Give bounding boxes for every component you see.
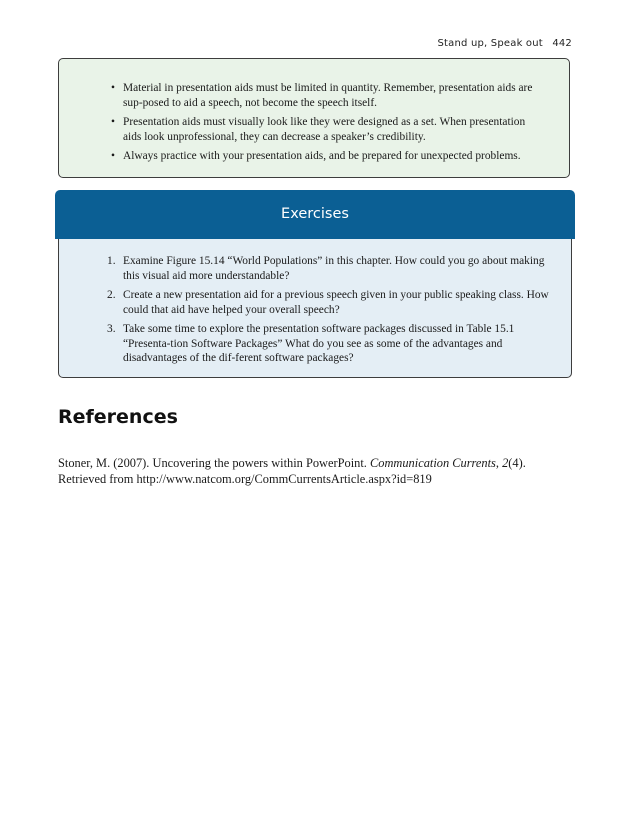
key-takeaways-box — [58, 58, 570, 178]
bullet-icon: • — [111, 82, 115, 94]
exercise-text: Take some time to explore the presentation software packages discussed in Table 15.1 “Presenta-tion Software Packages” What do you see as some of the advantages and disadvantages of the dif-ferent software packages? — [123, 323, 515, 364]
exercise-text: Examine Figure 15.14 “World Populations” in this chapter. How could you go about making this visual aid more understandable? — [123, 255, 545, 282]
takeaway-item — [111, 149, 545, 164]
reference-url-link[interactable]: http://www.natcom.org/CommCurrentsArticle.aspx?id=819 — [136, 472, 432, 486]
reference-separator: , — [495, 456, 503, 470]
takeaway-item — [111, 115, 545, 144]
exercise-item — [107, 322, 559, 366]
reference-issue: (4). Retrieved from — [58, 456, 526, 486]
reference-volume: 2 — [502, 456, 509, 470]
running-title: Stand up, Speak out — [437, 38, 543, 49]
page-number: 442 — [552, 38, 572, 49]
bullet-icon: • — [111, 116, 115, 128]
running-header — [437, 38, 572, 49]
exercise-number: 3. — [107, 323, 116, 335]
reference-journal: Communication Currents — [370, 456, 496, 470]
exercises-title: Exercises — [55, 190, 575, 239]
exercise-item — [107, 254, 559, 283]
references-heading: References — [58, 406, 178, 428]
takeaway-text: Presentation aids must visually look like they were designed as a set. When presentation aids look unprofessional, they can decrease a speaker’s credibility. — [123, 116, 526, 143]
exercises-body — [58, 239, 572, 378]
reference-prefix: Stoner, M. (2007). Uncovering the powers within PowerPoint. — [58, 456, 370, 470]
reference-entry — [58, 455, 574, 487]
exercise-number: 1. — [107, 255, 116, 267]
exercise-item — [107, 288, 559, 317]
takeaway-text: Material in presentation aids must be limited in quantity. Remember, presentation aids are sup-posed to aid a speech, not become the speech itself. — [123, 82, 533, 109]
takeaway-text: Always practice with your presentation aids, and be prepared for unexpected problems. — [123, 150, 521, 162]
exercises-box — [55, 190, 575, 378]
exercise-number: 2. — [107, 289, 116, 301]
takeaway-item — [111, 81, 545, 110]
takeaway-list — [59, 59, 569, 164]
bullet-icon: • — [111, 150, 115, 162]
exercise-text: Create a new presentation aid for a previous speech given in your public speaking class. How could that aid have helped your overall speech? — [123, 289, 549, 316]
exercise-list — [59, 239, 571, 366]
